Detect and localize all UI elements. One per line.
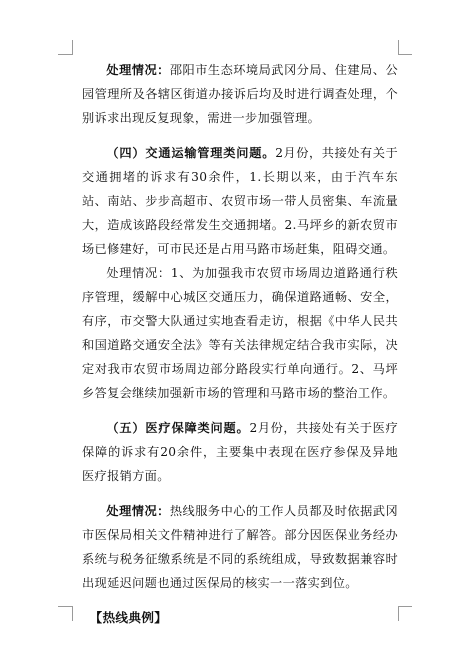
crop-mark-top-right-v	[398, 40, 399, 55]
paragraph-handling-3	[82, 499, 398, 595]
crop-mark-bottom-left-v	[72, 606, 73, 621]
handling-label: 处理情况：	[106, 266, 171, 280]
paragraph-text: 邵阳市生态环境局武冈分局、住建局、公园管理所及各辖区街道办接诉后均及时进行调查处理，个别诉求出现反复现象，需进一步加强管理。	[82, 63, 399, 125]
paragraph-handling-1	[82, 58, 398, 130]
paragraph-text: 1、为加强我市农贸市场周边道路通行秩序管理，缓解中心城区交通压力，确保道路通畅、安全，有序，市交警大队通过实地查看走访，根据《中华人民共和国道路交通安全法》等有关法律规定结合我市实际，决定对我市农贸市场周边部分路段实行单向通行。2、马坪乡答复会继续加强新市场的管理和马路市场的整治工作。	[82, 266, 398, 400]
crop-mark-top-left-h	[58, 54, 72, 55]
section-title-hotline-cases: 【热线典例】	[89, 610, 168, 625]
section-heading-medical: （五）医疗保障类问题。	[106, 421, 250, 435]
handling-label: 处理情况：	[106, 504, 170, 518]
crop-mark-top-right-h	[398, 54, 412, 55]
crop-mark-bottom-left-h	[58, 606, 72, 607]
handling-label: 处理情况：	[106, 63, 170, 77]
section-heading-traffic: （四）交通运输管理类问题。	[106, 146, 276, 160]
crop-mark-bottom-right-v	[398, 606, 399, 621]
crop-mark-bottom-right-h	[398, 606, 412, 607]
document-body	[82, 58, 398, 630]
paragraph-medical	[82, 416, 398, 488]
paragraph-text: 2月份，共接处有关于交通拥堵的诉求有30余件，1.长期以来，由于汽车东站、南站、步步高超市、农贸市场一带人员密集、车流量大，造成该路段经常发生交通拥堵。2.马坪乡的新农贸市场已修建好，可市民还是占用马路市场赶集，阻碍交通。	[82, 146, 398, 256]
paragraph-handling-2	[82, 261, 398, 405]
paragraph-text: 2月份，共接处有关于医疗保障的诉求有20余件，主要集中表现在医疗参保及异地医疗报销方面。	[82, 421, 398, 483]
paragraph-text: 热线服务中心的工作人员都及时依据武冈市医保局相关文件精神进行了解答。部分因医保业务经办系统与税务征缴系统是不同的系统组成，导致数据兼容时出现延迟问题也通过医保局的核实一一落实到位。	[82, 504, 399, 590]
paragraph-traffic	[82, 141, 398, 261]
crop-mark-top-left-v	[72, 40, 73, 55]
